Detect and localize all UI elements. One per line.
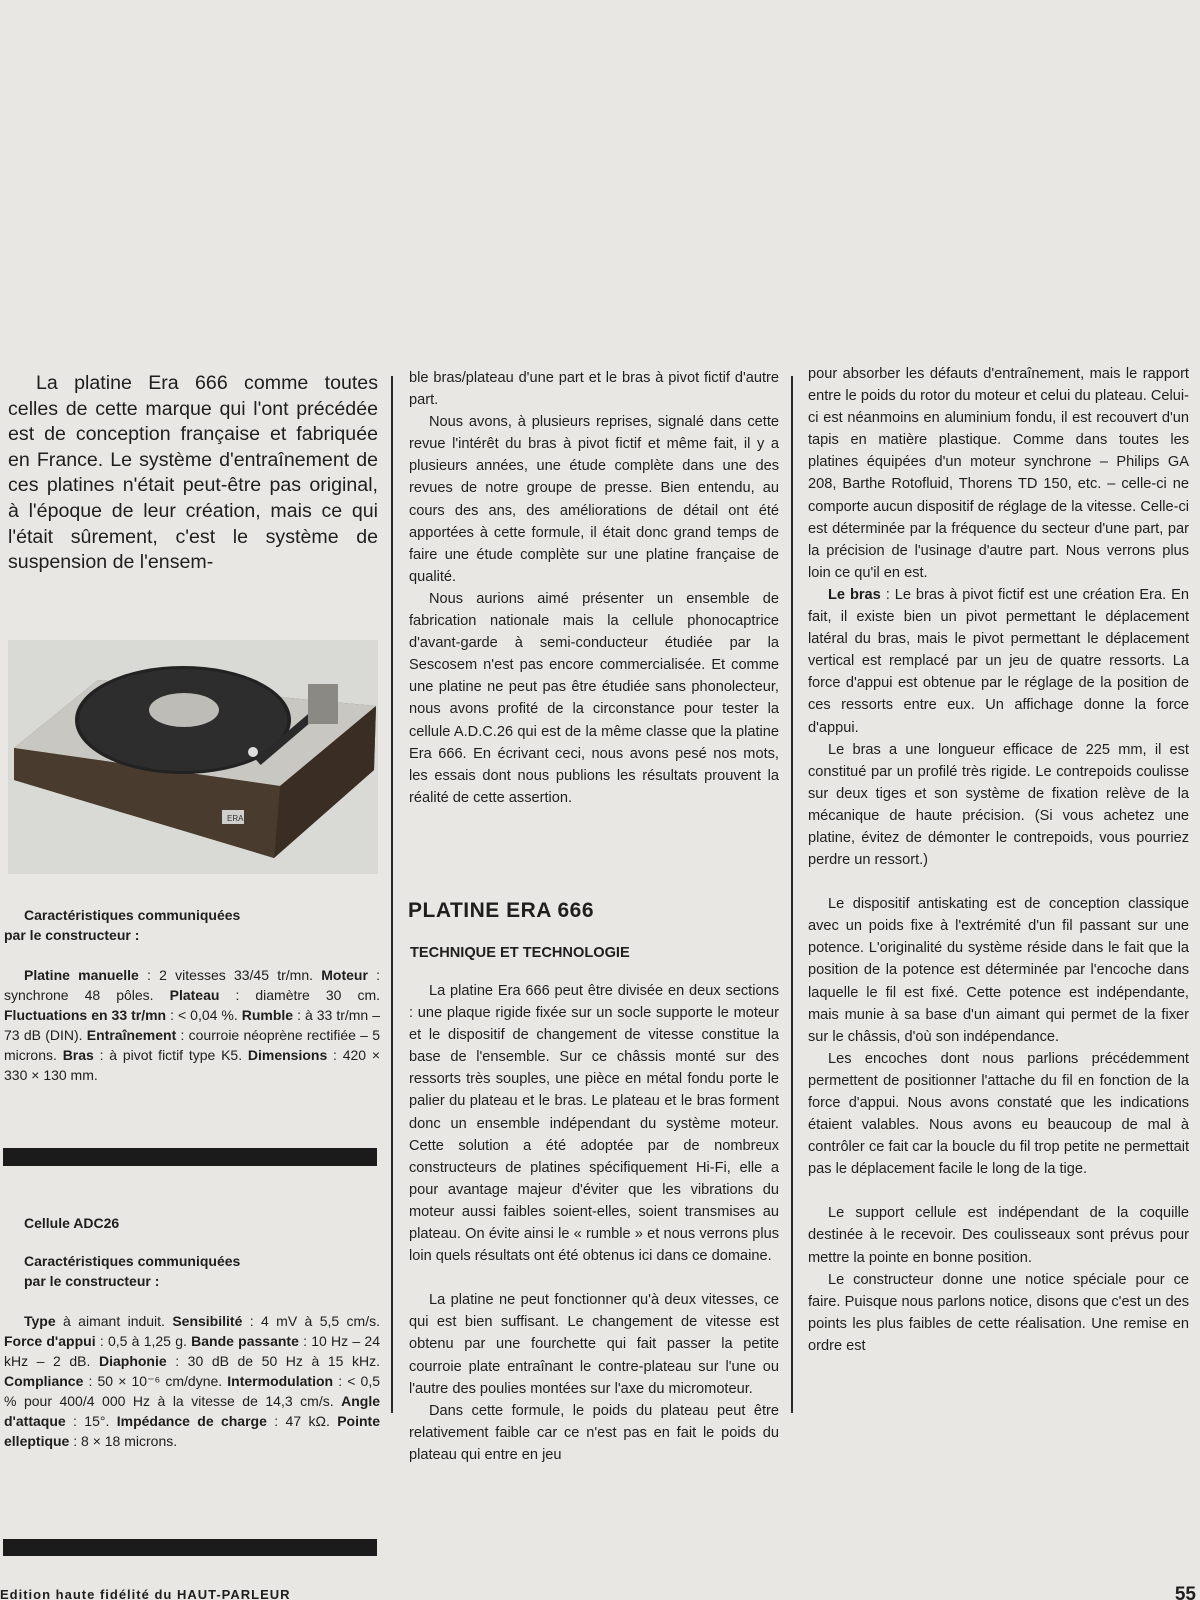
spec-value: : 0,5 à 1,25 g. [95,1333,192,1349]
paragraph: Nous avons, à plusieurs reprises, signalé dans cette revue l'intérêt du bras à pivot fictif et même fait, il y a plusieurs années, une étude complète dans une des revues de notre groupe de presse. Bien entendu, au cours des ans, des améliorations de détail ont été apportées à cette formule, il était donc grand temps de faire une étude complète sur une platine française de qualité. [409,414,779,585]
column-3 [808,363,1189,1357]
paragraph-text: Le support cellule est indépendant de la coquille destinée à le recevoir. Des coulisseaux sont prévus pour mettre la pointe en bonne position. [808,1205,1189,1266]
intro-text: La platine Era 666 comme toutes celles de cette marque qui l'ont précédée est de conception française et fabriquée en France. Le système d'entraînement de ces platines n'était peut-être pas original, à l'époque de leur création, mais ce qui l'était sûrement, c'est le système de suspension de l'ensem- [8,372,378,574]
page-number: 55 [1174,1584,1196,1600]
cellule-specifications [4,1213,380,1451]
spec-value: : 30 dB de 50 Hz à 15 kHz. [166,1353,380,1369]
spec-value: : à 33 tr/mn – 73 dB (DIN). [4,1007,380,1043]
paragraph-text: Le constructeur donne une notice spéciale pour ce faire. Puisque nous parlons notice, disons que c'est un des points les plus faibles de cette réalisation. Une remise en ordre est [808,1271,1189,1354]
platine-spec-text [4,965,380,1085]
spec-term: Moteur [321,967,368,983]
cellule-spec-heading-2: par le constructeur : [24,1273,160,1289]
era-logo-label: ERA [227,814,244,823]
section-subtitle: TECHNIQUE ET TECHNOLOGIE [410,945,630,961]
spec-term: Bras [62,1047,94,1063]
spec-value: à aimant induit. [55,1313,173,1329]
paragraph [808,739,1189,872]
spec-term: Force d'appui [4,1333,96,1349]
paragraph-text: : Le bras à pivot fictif est une création Era. En fait, il existe bien un pivot permettant le déplacement latéral du bras, mais le pivot permettant le déplacement vertical est remplacé par un jeu de quatre ressorts. La force d'appui est obtenue par le réglage de la position de ces ressorts entre eux. Un affichage donne la force d'appui. [808,586,1189,736]
paragraph: ble bras/plateau d'une part et le bras à pivot fictif d'autre part. [409,370,779,409]
spec-value: : synchrone 48 pôles. [4,967,381,1003]
paragraph [808,1269,1189,1357]
paragraph [808,1048,1189,1181]
spec-value: : 8 × 18 microns. [69,1433,178,1449]
spec-value: : 2 vitesses 33/45 tr/mn. [138,967,322,983]
spec-value: : diamètre 30 cm. [219,987,380,1003]
footer-publication: Edition haute fidélité du HAUT-PARLEUR [0,1587,291,1600]
paragraph-text: Le bras a une longueur efficace de 225 mm, il est constitué par un profilé très rigide. Le contrepoids coulisse sur deux tiges et son système de fixation relève de la mécanique de haute précision. (Si vous achetez une platine, évitez de démonter le contrepoids, vous pourriez perdre un ressort.) [808,741,1189,869]
spec-term: Rumble [241,1007,294,1023]
spec-term: Intermodulation [227,1373,334,1389]
spec-term: Platine manuelle [24,967,139,983]
cellule-spec-text [4,1311,380,1451]
platine-specifications [4,905,380,1085]
paragraph: La platine ne peut fonctionner qu'à deux vitesses, ce qui est bien suffisant. Le changement de vitesse est obtenu par une fourchette qui fait passer la petite courroie plate entraînant le contre-plateau sur l'une ou l'autre des poulies montées sur l'axe du micromoteur. [409,1292,779,1397]
spec-heading-2: par le constructeur : [4,927,140,943]
spec-value: : < 0,5 % pour 400/4 000 Hz à la vitesse de 14,3 cm/s. [4,1373,380,1409]
spec-term: Sensibilité [172,1313,243,1329]
paragraph-text: pour absorber les défauts d'entraînement, mais le rapport entre le poids du rotor du moteur et celui du plateau. Celui-ci est néanmoins en aluminium fondu, il est recouvert d'un tapis en matière plastique. Comme dans toutes les platines équipées d'un moteur synchrone – Philips GA 208, Barthe Rotofluid, Thorens TD 150, etc. – celle-ci ne comporte aucun dispositif de réglage de la vitesse. Celle-ci est déterminée par la fréquence du secteur d'une part, par la précision de l'usinage d'autre part. Nous verrons plus loin ce qu'il en est. [808,366,1189,581]
paragraph [808,893,1189,1048]
spec-term: Type [24,1313,56,1329]
spec-value: : 15°. [65,1413,117,1429]
black-separator-bar-bottom [3,1539,377,1556]
spec-value: : < 0,04 %. [166,1007,242,1023]
spec-value: : 4 mV à 5,5 cm/s. [242,1313,380,1329]
cellule-spec-heading: Caractéristiques communiquées [24,1253,241,1269]
paragraph [808,363,1189,584]
paragraph [808,584,1189,739]
paragraph [808,1202,1189,1268]
cellule-title: Cellule ADC26 [24,1215,120,1231]
spec-term: Compliance [4,1373,84,1389]
spec-term: Angle d'attaque [4,1393,380,1429]
spec-term: Bande passante [191,1333,299,1349]
spec-value: : 47 kΩ. [266,1413,338,1429]
column-rule-left [391,376,393,1413]
intro-paragraph [8,371,378,576]
spec-term: Entraînement [86,1027,177,1043]
column-2-top [409,367,779,809]
turntable-photo [8,640,378,874]
spec-value: : 50 × 10⁻⁶ cm/dyne. [83,1373,228,1389]
spec-term: Impédance de charge [116,1413,267,1429]
spec-value: : à pivot fictif type K5. [93,1047,248,1063]
column-2-bottom [409,980,779,1466]
spec-term: Fluctuations en 33 tr/mn [4,1007,167,1023]
spec-heading: Caractéristiques communiquées [24,907,241,923]
spec-value: : 420 × 330 × 130 mm. [4,1047,381,1083]
paragraph: Dans cette formule, le poids du plateau peut être relativement faible car ce n'est pas en fait le poids du plateau qui entre en jeu [409,1402,779,1463]
paragraph: La platine Era 666 peut être divisée en deux sections : une plaque rigide fixée sur un socle supporte le moteur et le dispositif de changement de vitesse constitue la base de l'ensemble. Sur ce châssis monté sur des ressorts très souples, une pièce en métal fondu porte le palier du plateau et le bras. Le plateau et le bras forment donc un ensemble indépendant du système moteur. Cette solution a été adoptée par de nombreux constructeurs de platines spécifiquement Hi-Fi, elle a pour avantage majeur d'éviter que les vibrations du moteur aussi faibles soient-elles, soient transmises au plateau. On évite ainsi le « rumble » et nous verrons plus loin quels résultats ont été obtenus ici dans ce domaine. [409,983,779,1265]
paragraph-lead: Le bras [828,586,881,603]
column-rule-right [791,376,793,1413]
section-title: PLATINE ERA 666 [408,899,595,922]
spec-term: Dimensions [247,1047,328,1063]
black-separator-bar [3,1148,377,1166]
spec-term: Diaphonie [98,1353,167,1369]
spec-term: Pointe elleptique [4,1413,380,1449]
paragraph-text: Les encoches dont nous parlions précédemment permettent de positionner l'attache du fil en fonction de la force d'appui. Nous avons constaté que les indications étaient valables. Nous avons eu beaucoup de mal à contrôler ce fait car la boucle du fil trop petite ne permettait pas le déplacement facile le long de la tige. [808,1050,1189,1178]
paragraph: Nous aurions aimé présenter un ensemble de fabrication nationale mais la cellule phonocaptrice d'avant-garde à semi-conducteur étudiée par la Sescosem n'est pas encore commercialisée. Et comme une platine ne peut pas être étudiée sans phonolecteur, nous avons profité de la circonstance pour tester la cellule A.D.C.26 qui est de la même classe que la platine Era 666. En écrivant ceci, nous avons pesé nos mots, les essais dont nous publions les résultats prouvent la réalité de cette assertion. [409,590,779,806]
spec-value: : courroie néoprène rectifiée – 5 microns. [4,1027,380,1063]
spec-value: : 10 Hz – 24 kHz – 2 dB. [4,1333,381,1369]
spec-term: Plateau [169,987,220,1003]
paragraph-text: Le dispositif antiskating est de conception classique avec un poids fixe à l'extrémité d'un fil passant sur une potence. L'originalité du système réside dans le fait que la position de la potence est déterminée par l'encoche dans laquelle le fil est fixé. Cette potence est indépendante, mais munie à sa base d'un aimant qui permet de la fixer sur le châssis, d'où son indépendance. [808,896,1189,1045]
